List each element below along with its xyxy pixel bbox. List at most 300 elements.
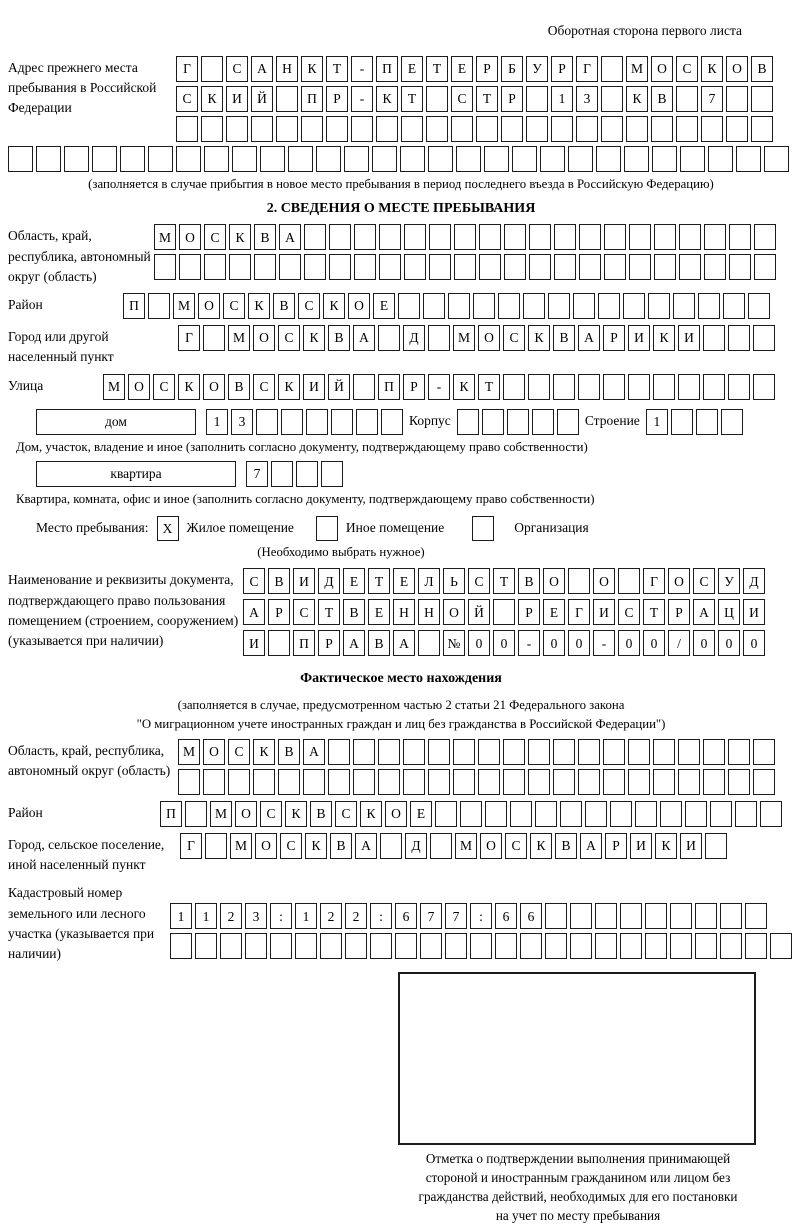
- empty-cell: [703, 739, 725, 765]
- char-cell: В: [310, 801, 332, 827]
- empty-cell: [679, 224, 701, 250]
- char-cell: С: [278, 325, 300, 351]
- empty-cell: [504, 254, 526, 280]
- empty-cell: [601, 56, 623, 82]
- empty-cell: [628, 739, 650, 765]
- prev-address-caption: (заполняется в случае прибытия в новое место пребывания в период последнего въезда в Российскую Федерацию): [88, 176, 714, 191]
- char-cell: С: [618, 599, 640, 625]
- page-side-note: Оборотная сторона первого листа: [547, 23, 742, 38]
- empty-cell: [620, 903, 642, 929]
- empty-cell: [540, 146, 565, 172]
- char-cell: 7: [445, 903, 467, 929]
- empty-cell: [604, 254, 626, 280]
- char-cell: Й: [251, 86, 273, 112]
- empty-cell: [728, 374, 750, 400]
- char-cell: 3: [576, 86, 598, 112]
- empty-cell: [229, 254, 251, 280]
- char-cell: 2: [220, 903, 242, 929]
- empty-cell: [456, 146, 481, 172]
- empty-cell: [178, 769, 200, 795]
- char-cell: В: [555, 833, 577, 859]
- char-cell: С: [676, 56, 698, 82]
- char-cell: 0: [493, 630, 515, 656]
- empty-cell: [704, 254, 726, 280]
- empty-cell: [503, 769, 525, 795]
- char-cell: Е: [393, 568, 415, 594]
- empty-cell: [36, 146, 61, 172]
- empty-cell: [281, 409, 303, 435]
- empty-cell: [288, 146, 313, 172]
- char-cell: К: [253, 739, 275, 765]
- empty-cell: [507, 409, 529, 435]
- char-cell: К: [285, 801, 307, 827]
- empty-cell: [579, 254, 601, 280]
- empty-cell: [670, 903, 692, 929]
- empty-cell: [753, 739, 775, 765]
- empty-cell: [726, 86, 748, 112]
- char-cell: 1: [195, 903, 217, 929]
- field-kvartira: [36, 461, 794, 487]
- empty-cell: [648, 293, 670, 319]
- option-org-label: Организация: [514, 519, 589, 535]
- char-cell: О: [593, 568, 615, 594]
- char-cell: М: [453, 325, 475, 351]
- char-cell: С: [451, 86, 473, 112]
- field-gorod: [8, 325, 794, 368]
- char-row: [160, 801, 782, 827]
- char-cell: О: [128, 374, 150, 400]
- kvartira-box: квартира: [36, 461, 236, 487]
- empty-cell: [635, 801, 657, 827]
- char-cell: 0: [568, 630, 590, 656]
- empty-cell: [270, 933, 292, 959]
- char-cell: М: [230, 833, 252, 859]
- empty-cell: [92, 146, 117, 172]
- char-cell: К: [248, 293, 270, 319]
- empty-cell: [601, 116, 623, 142]
- empty-cell: [704, 224, 726, 250]
- char-cell: И: [628, 325, 650, 351]
- char-row: [154, 254, 776, 280]
- empty-cell: [232, 146, 257, 172]
- char-cell: М: [178, 739, 200, 765]
- char-row: [243, 630, 765, 656]
- empty-cell: [523, 293, 545, 319]
- char-cell: Д: [405, 833, 427, 859]
- kadastr-label: Кадастровый номер земельного или лесного участка (указывается при наличии): [8, 885, 155, 962]
- char-cell: И: [678, 325, 700, 351]
- char-cell: А: [578, 325, 600, 351]
- char-cell: С: [204, 224, 226, 250]
- empty-cell: [476, 116, 498, 142]
- field-mesto-type: [36, 516, 794, 541]
- char-cell: 1: [646, 409, 668, 435]
- char-cell: А: [693, 599, 715, 625]
- empty-cell: [179, 254, 201, 280]
- empty-cell: [203, 769, 225, 795]
- char-cell: К: [453, 374, 475, 400]
- char-cell: 3: [231, 409, 253, 435]
- char-cell: Р: [518, 599, 540, 625]
- empty-cell: [751, 86, 773, 112]
- empty-cell: [295, 933, 317, 959]
- empty-cell: [353, 374, 375, 400]
- empty-cell: [676, 116, 698, 142]
- empty-cell: [473, 293, 495, 319]
- char-cell: :: [370, 903, 392, 929]
- char-cell: :: [270, 903, 292, 929]
- char-cell: И: [743, 599, 765, 625]
- char-cell: С: [468, 568, 490, 594]
- char-row: [170, 903, 792, 929]
- char-cell: К: [701, 56, 723, 82]
- char-cell: П: [378, 374, 400, 400]
- empty-cell: [378, 325, 400, 351]
- empty-cell: [760, 801, 782, 827]
- empty-cell: [703, 769, 725, 795]
- char-cell: С: [226, 56, 248, 82]
- char-cell: К: [376, 86, 398, 112]
- char-row: [123, 293, 770, 319]
- empty-cell: [470, 933, 492, 959]
- char-cell: А: [355, 833, 377, 859]
- field-doc: [8, 568, 794, 656]
- empty-cell: [378, 739, 400, 765]
- empty-cell: [573, 293, 595, 319]
- empty-cell: [203, 325, 225, 351]
- empty-cell: [256, 409, 278, 435]
- empty-cell: [528, 739, 550, 765]
- char-row: [457, 409, 579, 435]
- empty-cell: [652, 146, 677, 172]
- empty-cell: [623, 293, 645, 319]
- char-cell: У: [718, 568, 740, 594]
- empty-cell: [671, 409, 693, 435]
- empty-cell: [254, 254, 276, 280]
- empty-cell: [626, 116, 648, 142]
- empty-cell: [344, 146, 369, 172]
- char-cell: Т: [401, 86, 423, 112]
- empty-cell: [529, 254, 551, 280]
- char-cell: И: [293, 568, 315, 594]
- char-cell: В: [651, 86, 673, 112]
- empty-cell: [660, 801, 682, 827]
- char-cell: 0: [743, 630, 765, 656]
- empty-cell: [578, 739, 600, 765]
- char-cell: 7: [246, 461, 268, 487]
- raion-label: Район: [8, 297, 43, 313]
- char-cell: -: [351, 86, 373, 112]
- empty-cell: [729, 224, 751, 250]
- char-cell: К: [323, 293, 345, 319]
- empty-cell: [701, 116, 723, 142]
- char-cell: С: [153, 374, 175, 400]
- empty-cell: [680, 146, 705, 172]
- char-cell: Д: [318, 568, 340, 594]
- char-cell: К: [528, 325, 550, 351]
- char-cell: 2: [345, 903, 367, 929]
- empty-cell: [570, 933, 592, 959]
- empty-cell: [698, 293, 720, 319]
- empty-cell: [695, 903, 717, 929]
- empty-cell: [379, 254, 401, 280]
- empty-cell: [426, 116, 448, 142]
- char-cell: О: [235, 801, 257, 827]
- empty-cell: [423, 293, 445, 319]
- char-row: [178, 739, 775, 765]
- empty-cell: [276, 116, 298, 142]
- empty-cell: [560, 801, 582, 827]
- char-cell: В: [751, 56, 773, 82]
- empty-cell: [395, 933, 417, 959]
- char-cell: В: [268, 568, 290, 594]
- char-cell: М: [210, 801, 232, 827]
- empty-cell: [304, 254, 326, 280]
- char-cell: Г: [643, 568, 665, 594]
- char-cell: Р: [605, 833, 627, 859]
- empty-cell: [705, 833, 727, 859]
- empty-cell: [120, 146, 145, 172]
- empty-cell: [745, 903, 767, 929]
- empty-cell: [381, 409, 403, 435]
- empty-cell: [729, 254, 751, 280]
- field-oblast: [8, 224, 794, 287]
- empty-cell: [403, 739, 425, 765]
- char-cell: Т: [318, 599, 340, 625]
- empty-cell: [629, 224, 651, 250]
- empty-cell: [226, 116, 248, 142]
- char-cell: А: [303, 739, 325, 765]
- empty-cell: [204, 254, 226, 280]
- empty-cell: [654, 224, 676, 250]
- char-cell: Й: [328, 374, 350, 400]
- char-row: [180, 833, 727, 859]
- field-fact-gorod: [8, 833, 794, 876]
- empty-cell: [354, 224, 376, 250]
- empty-cell: [260, 146, 285, 172]
- stamp-area: [8, 972, 794, 1225]
- char-cell: Е: [373, 293, 395, 319]
- char-cell: Г: [176, 56, 198, 82]
- empty-cell: [376, 116, 398, 142]
- char-cell: Е: [451, 56, 473, 82]
- empty-cell: [418, 630, 440, 656]
- empty-cell: [170, 933, 192, 959]
- empty-cell: [620, 933, 642, 959]
- char-row: [176, 86, 773, 112]
- empty-cell: [201, 116, 223, 142]
- empty-cell: [485, 801, 507, 827]
- char-cell: 1: [206, 409, 228, 435]
- empty-cell: [493, 599, 515, 625]
- korpus-label: Корпус: [409, 412, 451, 428]
- empty-cell: [457, 409, 479, 435]
- empty-cell: [579, 224, 601, 250]
- empty-cell: [148, 146, 173, 172]
- empty-cell: [460, 801, 482, 827]
- char-cell: А: [251, 56, 273, 82]
- empty-cell: [624, 146, 649, 172]
- char-cell: С: [293, 599, 315, 625]
- char-cell: Н: [418, 599, 440, 625]
- char-cell: О: [203, 374, 225, 400]
- empty-cell: [345, 933, 367, 959]
- empty-cell: [328, 739, 350, 765]
- char-cell: О: [198, 293, 220, 319]
- empty-cell: [296, 461, 318, 487]
- empty-cell: [568, 568, 590, 594]
- empty-cell: [205, 833, 227, 859]
- char-cell: Е: [543, 599, 565, 625]
- empty-cell: [301, 116, 323, 142]
- empty-cell: [526, 116, 548, 142]
- char-cell: С: [280, 833, 302, 859]
- empty-cell: [603, 374, 625, 400]
- empty-cell: [331, 409, 353, 435]
- char-cell: Р: [268, 599, 290, 625]
- char-cell: О: [255, 833, 277, 859]
- char-cell: П: [293, 630, 315, 656]
- char-cell: Л: [418, 568, 440, 594]
- empty-cell: [604, 224, 626, 250]
- empty-cell: [329, 224, 351, 250]
- char-cell: О: [348, 293, 370, 319]
- empty-cell: [685, 801, 707, 827]
- empty-cell: [553, 739, 575, 765]
- char-cell: Т: [326, 56, 348, 82]
- char-cell: М: [154, 224, 176, 250]
- char-cell: К: [301, 56, 323, 82]
- char-cell: О: [203, 739, 225, 765]
- char-cell: С: [298, 293, 320, 319]
- char-cell: -: [428, 374, 450, 400]
- char-cell: А: [580, 833, 602, 859]
- char-cell: С: [335, 801, 357, 827]
- empty-cell: [372, 146, 397, 172]
- char-cell: В: [518, 568, 540, 594]
- empty-cell: [654, 254, 676, 280]
- char-cell: Т: [426, 56, 448, 82]
- empty-cell: [670, 933, 692, 959]
- char-cell: К: [278, 374, 300, 400]
- empty-cell: [176, 116, 198, 142]
- char-cell: 1: [551, 86, 573, 112]
- empty-cell: [728, 739, 750, 765]
- char-cell: В: [343, 599, 365, 625]
- char-cell: М: [626, 56, 648, 82]
- empty-cell: [306, 409, 328, 435]
- char-cell: О: [668, 568, 690, 594]
- empty-cell: [398, 293, 420, 319]
- stamp-caption: [358, 1150, 798, 1225]
- empty-cell: [726, 116, 748, 142]
- char-cell: Й: [468, 599, 490, 625]
- prev-address-label: Адрес прежнего места пребывания в Российской Федерации: [8, 59, 157, 116]
- char-cell: Б: [501, 56, 523, 82]
- char-cell: Р: [326, 86, 348, 112]
- empty-cell: [370, 933, 392, 959]
- char-row: [243, 568, 765, 594]
- empty-cell: [557, 409, 579, 435]
- char-cell: -: [593, 630, 615, 656]
- empty-cell: [351, 116, 373, 142]
- kadastr-rows: [170, 903, 792, 959]
- empty-cell: [728, 325, 750, 351]
- char-row: [178, 769, 775, 795]
- gorod-label: Город или другой населенный пункт: [8, 329, 114, 365]
- char-cell: О: [443, 599, 465, 625]
- empty-cell: [578, 769, 600, 795]
- empty-cell: [512, 146, 537, 172]
- empty-cell: [379, 224, 401, 250]
- field-prev-address: [8, 56, 794, 142]
- empty-cell: [271, 461, 293, 487]
- char-cell: 1: [295, 903, 317, 929]
- char-cell: Е: [368, 599, 390, 625]
- empty-cell: [420, 933, 442, 959]
- empty-cell: [429, 254, 451, 280]
- char-cell: :: [470, 903, 492, 929]
- char-cell: К: [626, 86, 648, 112]
- empty-cell: [603, 739, 625, 765]
- empty-cell: [320, 933, 342, 959]
- char-cell: О: [478, 325, 500, 351]
- empty-cell: [495, 933, 517, 959]
- checkbox-inoe: [316, 516, 338, 541]
- empty-cell: [764, 146, 789, 172]
- char-cell: Т: [478, 374, 500, 400]
- empty-cell: [528, 769, 550, 795]
- ulitsa-label: Улица: [8, 377, 44, 393]
- char-cell: В: [328, 325, 350, 351]
- field-raion: [8, 293, 794, 319]
- char-cell: О: [480, 833, 502, 859]
- char-row: [646, 409, 743, 435]
- char-cell: 6: [395, 903, 417, 929]
- dom-caption: Дом, участок, владение и иное (заполнить согласно документу, подтверждающему право собственности): [16, 439, 588, 454]
- char-cell: К: [303, 325, 325, 351]
- char-cell: М: [103, 374, 125, 400]
- char-cell: К: [530, 833, 552, 859]
- empty-cell: [651, 116, 673, 142]
- empty-cell: [653, 769, 675, 795]
- empty-cell: [576, 116, 598, 142]
- empty-cell: [595, 903, 617, 929]
- char-cell: К: [229, 224, 251, 250]
- option-inoe-label: Иное помещение: [345, 519, 445, 535]
- empty-cell: [401, 116, 423, 142]
- fact-note-2: "О миграционном учете иностранных граждан и лиц без гражданства в Российской Федерации"): [136, 717, 666, 732]
- empty-cell: [610, 801, 632, 827]
- empty-cell: [551, 116, 573, 142]
- char-cell: К: [201, 86, 223, 112]
- char-cell: П: [376, 56, 398, 82]
- empty-cell: [553, 769, 575, 795]
- empty-cell: [504, 224, 526, 250]
- empty-cell: [629, 254, 651, 280]
- stamp-caption-line: гражданства действий, необходимых для его постановки: [418, 1188, 738, 1204]
- char-cell: Н: [276, 56, 298, 82]
- char-cell: К: [178, 374, 200, 400]
- empty-cell: [430, 833, 452, 859]
- char-cell: Т: [493, 568, 515, 594]
- mesto-label: Место пребывания:: [36, 519, 149, 535]
- empty-cell: [754, 224, 776, 250]
- char-cell: К: [305, 833, 327, 859]
- char-cell: О: [253, 325, 275, 351]
- char-row: [154, 224, 776, 250]
- char-cell: -: [518, 630, 540, 656]
